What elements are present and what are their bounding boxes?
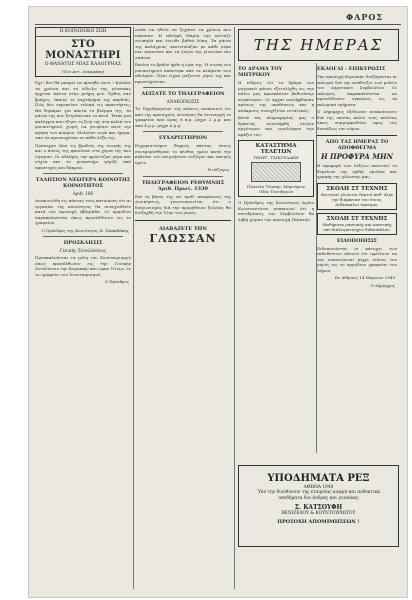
divider — [143, 176, 223, 177]
ad-line: Φοιτηταί γίνονται δεκτοί καθ' όλην την διάρκειαν του έτους. Διδάσκαλοι έμπειροι. — [320, 191, 394, 207]
section-title: ΤΟ ΔΡΑΜΑ ΤΟΥ ΜΗΤΡΙΚΟΥ — [238, 66, 283, 78]
section-subtitle: ΑΝΑΚΟΙΝΩΣΙΣ — [166, 99, 200, 104]
column-rule — [234, 27, 235, 589]
running-head — [29, 11, 407, 23]
masthead-title: ΦΑΡΟΣ — [346, 12, 383, 22]
article-paragraph: Το Ταχυδρομείον της πόλεως ανακοινοί ότι από της προσεχούς Δευτέρας θα λειτουργή το γραφείον από ώρας 8 π.μ. μέχρι 2 μ.μ. και από 4 μ.μ. μέχρι 6 μ.μ. — [135, 106, 231, 128]
divider — [43, 236, 123, 237]
section-title: ΔΕΙΞΑΤΕ ΤΟ ΤΗΛΕΓΡΑΦΕΙΟΝ — [141, 91, 225, 97]
section-banner: ΤΗΣ ΗΜΕΡΑΣ — [238, 29, 399, 61]
ad-title: ΣΚΟΛΗ ΣΤ ΤΕΧΝΗΣ — [326, 185, 388, 192]
article-paragraph: Ανεκοινώθη εις πάντας τους κατοίκους ότι αι εργασίαι της κοινότητος θα συνεχισθούν κατά την προσεχή εβδομάδα. Οι αρμόδιοι παρακαλούνται όπως προσέλθωσιν εις το γραφείον. — [35, 198, 131, 225]
article-paragraph: Ειδοποιούνται οι κάτοχοι των εκδοθέντων αδειών ότι οφείλουν να τας ανανεώσωσι μέχρι τέλους του μηνός εις το αρμόδιον γραφείον του Δήμου. — [317, 245, 397, 273]
article-paragraph: Την προσεχή Κυριακήν διεξάγονται αι εκλογαί διά την ανάδειξιν των μελών του Δημοτικού Συμβουλίου. Οι εκλογείς παρακαλούνται να προσέλθωσιν εγκαίρως εις τα εκλογικά τμήματα. — [317, 74, 397, 107]
signature: Η σύζυγος — [207, 167, 229, 172]
article-paragraph: Η προφορά των λέξεων αποτελεί το θεμέλιον της ορθής ομιλίας και γραφής της γλώσσης μας. — [317, 163, 397, 179]
advertisement-box — [317, 213, 397, 235]
footer-advertisement — [238, 465, 399, 547]
advertisement-box — [317, 183, 397, 210]
section-title: ΑΠΟ ΤΑΣ ΗΜΕΡΑΣ ΤΟ ΑΠΟΦΘΕΓΜΑ — [325, 139, 389, 151]
ad-line: Μαθήματα ραπτικής και κοπτικής υπό διπλωματούχου διδασκάλου. — [322, 221, 392, 232]
article-headline-box — [35, 27, 131, 77]
newspaper-page — [28, 6, 408, 598]
ad-title: ΥΠΟΔΗΜΑΤΑ ΡΕΞ — [267, 473, 370, 484]
signature: Ο Πρόεδρος της Κοινότητος Κ. Παπαδάκης — [41, 227, 129, 233]
signature: Ο Δήμαρχος — [370, 282, 395, 288]
ad-line: ΓΕΩΡΓ. ΤΣΙΚΟΥΔΑΚΗ — [253, 155, 299, 160]
section-title: ΠΡΟΣΚΛΗΣΙΣ — [63, 240, 103, 246]
ad-illustration — [251, 162, 301, 182]
headline: ΣΤΟ ΜΟΝΑΣΤΗΡΙ — [45, 38, 121, 61]
ad-line: Πλατεία Τέσσαρ. Μαρτύρων — [246, 184, 306, 189]
article-headline: Η ΠΡΟΦΥΡΑ ΜΗΝ — [320, 152, 393, 161]
section-title: ΕΥΧΑΡΙΣΤΗΡΙΟΝ — [158, 135, 208, 141]
ad-title: ΣΧΟΛΗ ΣΤ ΤΕΧΝΗΣ — [326, 215, 388, 222]
headline-byline: (Του Αντ. Λεκαράκη) — [61, 69, 105, 74]
column-4 — [317, 63, 397, 453]
article-paragraph: Εκείνο το βράδυ ήρθε η ώρα της. Η σιωπή του μοναστηριού σπάστηκε από τα κλάματα των αδελφών. Όλοι είχαν μαζευτεί γύρω της και προσεύχονταν. — [135, 62, 231, 84]
section-title: ΤΗΛΕΓΡΑΦΕΙΟΝ ΡΕΘΥΜΝΗΣ Αριθ. Πρωτ. 1330 — [141, 179, 225, 192]
ad-line: Οδός Τσουδερών — [258, 189, 294, 194]
article-paragraph: Η είδησις ότι το δράμα του μητρικού φόνου εξετυλίχθη εις την πόλιν μας προεκάλεσε βαθυτάτην συγκίνησιν. Οι αρχαί επελήφθησαν αμέσως της υποθέσεως και η ανάκρισις συνεχίζεται εντατικώς. — [238, 80, 314, 113]
section-subtitle: Γενικής Συνελεύσεως — [59, 248, 107, 253]
advertisement-box — [238, 140, 314, 197]
divider — [143, 131, 223, 132]
article-paragraph: ωσάν να ήθελε να ξεχάσει τα χρόνια που πέρασαν. Η αδελφή Μαρία την κοίταζε σιωπηλά και ένιωθε βαθιά λύπη. Τα μάτια της καλόγριας σκοτείνιαζαν με κάθε μέρα που περνούσε και τα λόγια της γίνονταν πιο σπάνια. — [135, 27, 231, 60]
date-line: Εν Αθήναις 14 Μαρτίου 1949 — [334, 275, 395, 280]
section-subtitle: Αριθ. 186 — [72, 191, 94, 196]
top-rule — [35, 24, 401, 25]
promo-kicker: ΔΙΑΒΑΖΕΤΕ ΤΗΝ — [159, 225, 207, 232]
ad-description: Ύπό την διεύθυνσιν της εταιρείας κομψά και ανθεκτικά υποδήματα δια άνδρας και γυναίκας — [256, 490, 381, 501]
ad-address: ΒΕΝΙΖΕΛΟΥ & ΚΟΥΝΤΟΥΡΙΩΤΟΥ — [281, 511, 356, 516]
ad-tagline: ΠΡΟΣΟΧΗ ΑΠΟΜΙΜΗΣΕΩΝ ! — [277, 519, 360, 525]
divider — [135, 220, 231, 221]
article-paragraph: Όχι! δεν θά μπορεί να άρνηθώ ποτέ ! Κυλάνε τα χρόνια και το είδωλο της γύναικας έρχεται πάντα στην μνήμη μου. Όρθιη σαν βράχος, έκαιγε το λαχτάρημα της καρδιάς. Πώς δεν επρεπεύσε τελικά τις απαντήσεις; Θα θυμάμαι για πάντα το βλέμμα της, τα μάτια της που ξετρύπωναν το κενό. Ήταν μια καλόγρια που έζησε τη ζωή της στα κελιά του μοναστηριού, χωρίς να γνωρίσει ποτέ την αγάπη του κόσμου. Μιλούσε σιγά και ήρεμα, σαν να προσευχόταν σε κάθε λέξη της. — [35, 80, 131, 140]
article-paragraph: Ο Δήμαρχος εξέδωσεν ανακοίνωσιν διά της οποίας καλεί τους πολίτας όπως συμμορφωθώσι προς τας διατάξεις του νόμου. — [317, 109, 397, 131]
ad-proprietor: Σ. ΚΑΤΣΟΥΦΗ — [294, 504, 343, 511]
divider — [317, 135, 397, 136]
promo-title: ΓΛΩΣΣΑΝ — [149, 232, 217, 245]
signature: Ο Πρόεδρος — [104, 279, 129, 284]
section-title: ΤΑΛΗΣΙΟΝ ΝΕΩΤΕΡΑ ΚΟΙΝΟΤΗΣ ΚΟΙΝΟΤΗΤΟΣ — [35, 177, 131, 189]
divider — [143, 87, 223, 88]
section-title: ΕΚΛΟΓΑΙ - ΕΠΙΚΥΡΩΣΙΣ — [317, 66, 386, 72]
article-paragraph: Ο Πρόεδρος της Κοινότητος Αγίου Κωνσταντίνου ανακοινοί ότι η συνεδρίασις του Συμβουλίου θα λάβη χώραν την προσεχή Πέμπτην. — [238, 200, 314, 222]
article-paragraph: Επί τη βάσει της υπ' αριθ. αποφάσεως της Διοικήσεως, γνωστοποιείται ότι ο διαγωνισμός διά την προμήθειαν ξυλείας θα διεξαχθή την 15ην του μηνός. — [135, 193, 231, 215]
divider — [43, 173, 123, 174]
section-title: ΕΙΔΟΠΟΙΗΣΙΣ — [337, 237, 377, 244]
column-1 — [35, 27, 131, 589]
column-2 — [135, 27, 231, 589]
column-rule — [133, 27, 134, 589]
article-paragraph: Προσκαλούνται τα μέλη του Συνεταιρισμού όπως προσέλθωσιν εις την Γενικήν Συνέλευσιν την Κυριακήν και ώραν 10 π.μ. εν τω γραφείω του Συνεταιρισμού. — [35, 255, 131, 277]
ad-title: ΚΑΤΑΣΤΗΜΑ ΤΕΛΕΤΩΝ — [255, 143, 297, 155]
ad-city: ΑΘΗΝΑ 1948 — [303, 485, 334, 490]
article-paragraph: Κατά τας πληροφορίας μας ο δράστης συνελήφθη ολίγον αργότερον και ωμολόγησε την πράξιν του. — [238, 115, 314, 137]
headline-kicker: Η ΚΟΙΝΩΝΙΚΗ ΖΩΗ — [36, 28, 130, 37]
article-paragraph: Πρόσεχαν όλοι τις βραδιές της σιωπής της και ο πόνος της φαινόταν στα χέρια της που έτρεμαν. Οι αδελφές την φρόντιζαν μέρα και νύχτα και το μοναστήρι γέμιζε από προσευχές και δάκρυα. — [35, 142, 131, 170]
headline-deck: Ο ΘΑΝΑΤΟΣ ΜΙΑΣ ΚΑΛΟΓΡΗΑΣ — [44, 61, 122, 67]
article-paragraph: Ευχαριστούμεν θερμώς πάντας όσους συνεμερίσθησαν το πένθος ημών κατά την κηδείαν του αειμνήστου συζύγου και πατρός ημών. — [135, 143, 231, 165]
